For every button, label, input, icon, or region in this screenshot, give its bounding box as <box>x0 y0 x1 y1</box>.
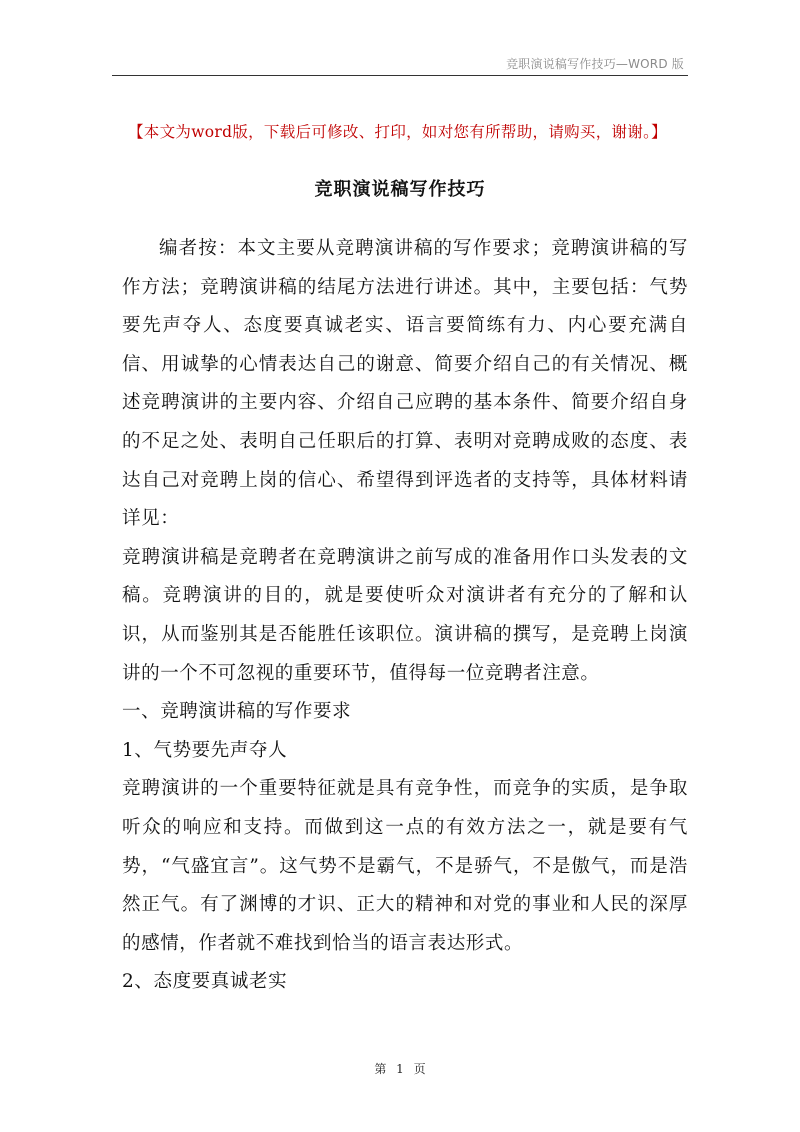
document-body <box>122 230 688 1002</box>
document-title: 竞职演说稿写作技巧 <box>314 179 486 200</box>
header-title: 竞职演说稿写作技巧—WORD 版 <box>506 57 684 71</box>
body-paragraph: 竞聘演讲稿是竞聘者在竞聘演讲之前写成的准备用作口头发表的文稿。竞聘演讲的目的，就是要使听众对演讲者有充分的了解和认识，从而鉴别其是否能胜任该职位。演讲稿的撰写，是竞聘上岗演讲的一个不可忽视的重要环节，值得每一位竞聘者注意。 <box>122 546 688 684</box>
header-divider <box>112 75 688 76</box>
download-notice: 【本文为word版，下载后可修改、打印，如对您有所帮助，请购买，谢谢。】 <box>128 123 667 141</box>
page-number: 1 <box>396 1062 404 1076</box>
section-heading: 一、竞聘演讲稿的写作要求 <box>122 701 352 723</box>
page-footer <box>0 1060 800 1077</box>
footer-prefix: 第 <box>374 1062 387 1076</box>
subsection-heading: 1、气势要先声夺人 <box>122 739 288 761</box>
footer-suffix: 页 <box>413 1062 426 1076</box>
subsection-heading: 2、态度要真诚老实 <box>122 971 288 993</box>
body-paragraph: 竞聘演讲的一个重要特征就是具有竞争性，而竞争的实质，是争取听众的响应和支持。而做到这一点的有效方法之一，就是要有气势，“气盛宜言”。这气势不是霸气，不是骄气，不是傲气，而是浩然正气。有了渊博的才识、正大的精神和对党的事业和人民的深厚的感情，作者就不难找到恰当的语言表达形式。 <box>122 778 688 954</box>
editor-note-paragraph: 编者按：本文主要从竞聘演讲稿的写作要求；竞聘演讲稿的写作方法；竞聘演讲稿的结尾方法进行讲述。其中，主要包括：气势要先声夺人、态度要真诚老实、语言要简练有力、内心要充满自信、用诚挚的心情表达自己的谢意、简要介绍自己的有关情况、概述竞聘演讲的主要内容、介绍自己应聘的基本条件、简要介绍自身的不足之处、表明自己任职后的打算、表明对竞聘成败的态度、表达自己对竞聘上岗的信心、希望得到评选者的支持等，具体材料请详见： <box>122 238 688 530</box>
